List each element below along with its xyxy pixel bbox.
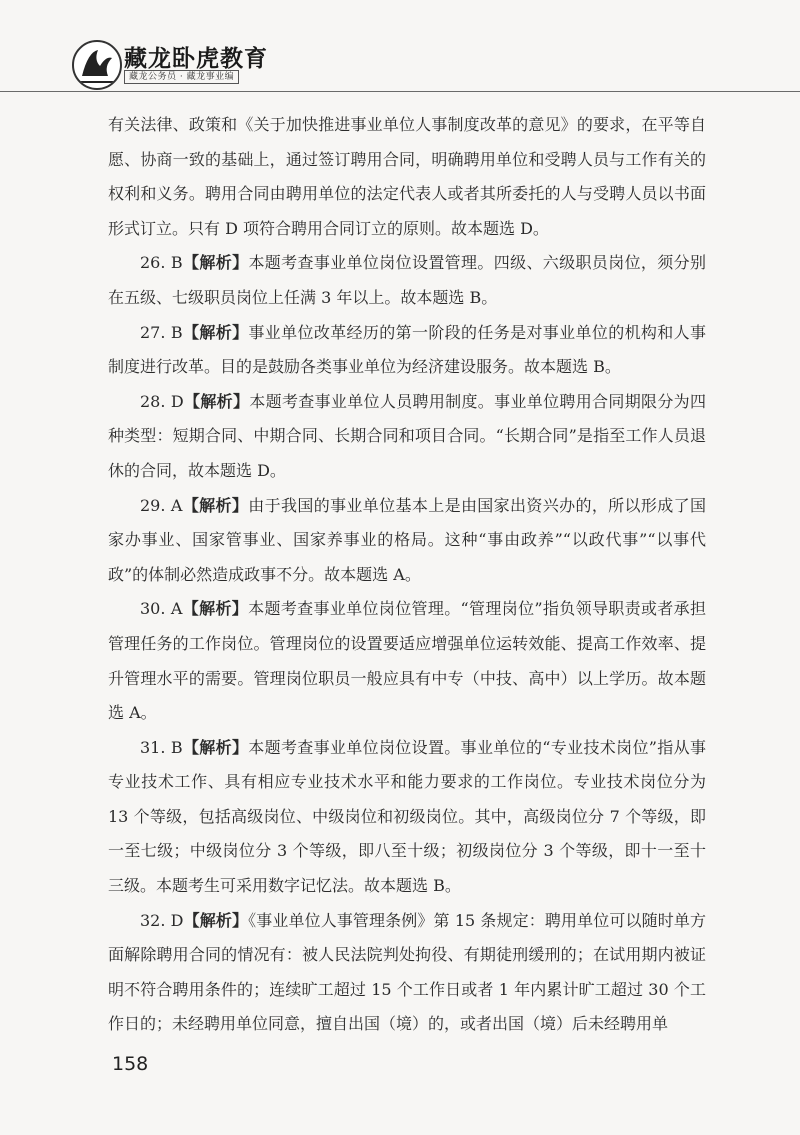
- answer-item-28: [108, 385, 706, 489]
- analysis-tag: 【解析】: [182, 495, 249, 515]
- answer-number: 29. A: [140, 495, 183, 515]
- paragraph-text: 有关法律、政策和《关于加快推进事业单位人事制度改革的意见》的要求，在平等自愿、协商一致的基础上，通过签订聘用合同，明确聘用单位和受聘人员与工作有关的权利和义务。聘用合同由聘用单位的法定代表人或者其所委托的人与受聘人员以书面形式订立。只有 D 项符合聘用合同订立的原则。故本题选 D。: [108, 115, 706, 238]
- answer-item-30: [108, 592, 706, 730]
- analysis-tag: 【解析】: [182, 599, 249, 619]
- answer-number: 28. D: [140, 391, 184, 411]
- answer-number: 30. A: [140, 599, 183, 619]
- answer-text: 本题考查事业单位人员聘用制度。事业单位聘用合同期限分为四种类型：短期合同、中期合同、长期合同和项目合同。“长期合同”是指至工作人员退休的合同，故本题选 D。: [108, 391, 706, 480]
- answer-number: 31. B: [140, 737, 183, 757]
- answer-number: 26. B: [140, 253, 183, 273]
- answer-item-32: [108, 904, 706, 1042]
- answer-text: 《事业单位人事管理条例》第 15 条规定：聘用单位可以随时单方面解除聘用合同的情况有：被人民法院判处拘役、有期徒刑缓刑的；在试用期内被证明不符合聘用条件的；连续旷工超过 15 个工作日或者 1 年内累计旷工超过 30 个工作日的；未经聘用单位同意，擅自出国（境）的，或者出国（境）后未经聘用单: [108, 910, 706, 1034]
- answer-text: 由于我国的事业单位基本上是由国家出资兴办的，所以形成了国家办事业、国家管事业、国家养事业的格局。这种“事由政养”“以政代事”“以事代政”的体制必然造成政事不分。故本题选 A。: [108, 495, 706, 584]
- analysis-tag: 【解析】: [182, 322, 249, 342]
- answer-text: 事业单位改革经历的第一阶段的任务是对事业单位的机构和人事制度进行改革。目的是鼓励各类事业单位为经济建设服务。故本题选 B。: [108, 322, 706, 377]
- answer-text: 本题考查事业单位岗位设置。事业单位的“专业技术岗位”指从事专业技术工作、具有相应专业技术水平和能力要求的工作岗位。专业技术岗位分为 13 个等级，包括高级岗位、中级岗位和初级岗位。其中，高级岗位分 7 个等级，即一至七级；中级岗位分 3 个等级，即八至十级；初级岗位分 3 个等级，即十一至十三级。本题考生可采用数字记忆法。故本题选 B。: [108, 737, 706, 896]
- analysis-tag: 【解析】: [182, 737, 249, 757]
- answer-number: 32. D: [140, 910, 184, 930]
- page-number: 158: [112, 1053, 149, 1075]
- answer-item-29: [108, 489, 706, 593]
- brand-subtitle: 藏龙公务员 · 藏龙事业编: [124, 70, 239, 84]
- brand-name: 藏龙卧虎教育: [124, 46, 268, 72]
- answer-number: 27. B: [140, 322, 183, 342]
- continued-paragraph: [108, 108, 706, 246]
- analysis-tag: 【解析】: [183, 391, 250, 411]
- header-divider: [0, 91, 800, 92]
- page-header: [0, 0, 800, 92]
- logo: [72, 40, 122, 90]
- answer-item-31: [108, 731, 706, 904]
- analysis-tag: 【解析】: [182, 253, 249, 273]
- answer-explanations: [108, 108, 706, 1042]
- answer-item-27: [108, 316, 706, 385]
- answer-text: 本题考查事业单位岗位管理。“管理岗位”指负领导职责或者承担管理任务的工作岗位。管理岗位的设置要适应增强单位运转效能、提高工作效率、提升管理水平的需要。管理岗位职员一般应具有中专（中技、高中）以上学历。故本题选 A。: [108, 599, 706, 723]
- answer-item-26: [108, 246, 706, 315]
- analysis-tag: 【解析】: [183, 910, 249, 930]
- answer-text: 本题考查事业单位岗位设置管理。四级、六级职员岗位，须分别在五级、七级职员岗位上任满 3 年以上。故本题选 B。: [108, 253, 706, 307]
